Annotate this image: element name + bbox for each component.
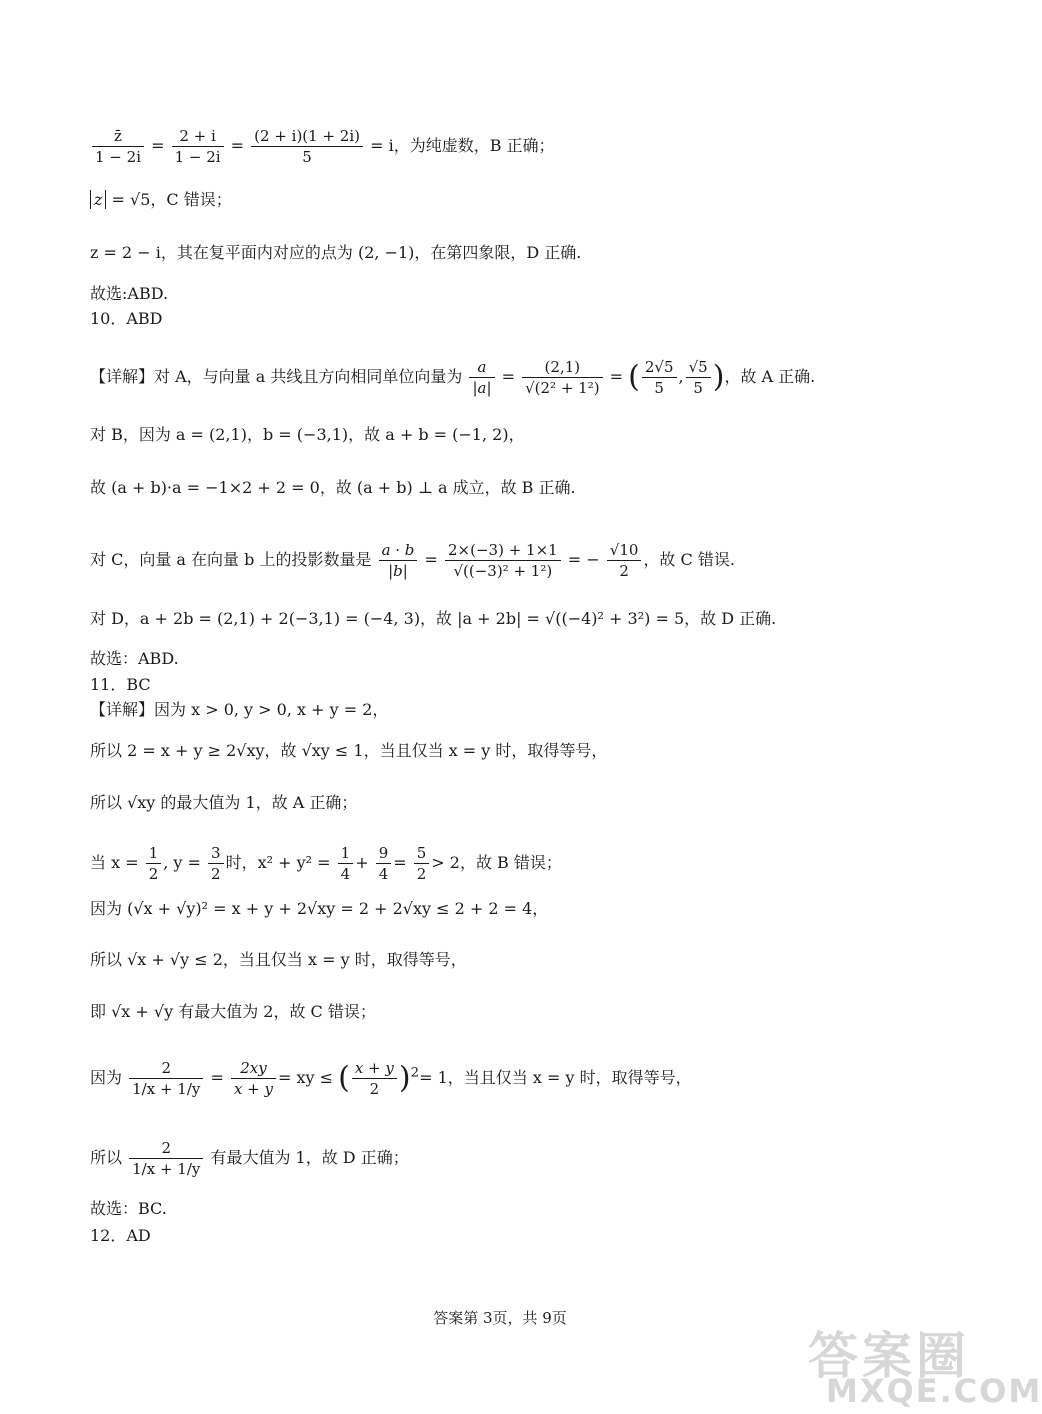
fraction: $\frac{(2,1)}{\text{√(2² + 1²)}}$ — [522, 357, 602, 398]
q10-part-c: 对 C，向量 a 在向量 b 上的投影数量是 $\frac{a \cdot b}{|b|}$ = $\frac{2\times(-3) + 1\times 1}{\text{√((−3)² + 1²)}}$ = − $\frac{√10}{2}$ ，故 C 错误. — [90, 541, 735, 580]
q11-line-4: 当 x = $\frac{1}{2}$ , y = $\frac{3}{2}$ 时，x² + y² = $\frac{1}{4}$ + $\frac{9}{4}$ = $\frac{5}{2}$ > 2，故 B 错误； — [90, 844, 562, 883]
fraction: $\frac{2}{1/x + 1/y}$ — [129, 1138, 203, 1179]
fraction: $\frac{√5}{5}$ — [686, 357, 711, 398]
q12-heading: 12．AD — [90, 1226, 151, 1245]
fraction: $\frac{a \cdot b}{|b|}$ — [379, 540, 418, 581]
q11-line-5: 因为 (√x + √y)² = x + y + 2√xy = 2 + 2√xy ≤ 2 + 2 = 4， — [90, 899, 549, 918]
q11-line-3: 所以 √xy 的最大值为 1，故 A 正确； — [90, 793, 358, 812]
q9-line-2: z = √5，C 错误； — [90, 189, 232, 211]
q11-line-6: 所以 √x + √y ≤ 2，当且仅当 x = y 时，取得等号， — [90, 950, 467, 969]
fraction: $\frac{2}{1/x + 1/y}$ — [129, 1058, 203, 1099]
page-footer: 答案第 3页，共 9页 — [433, 1309, 567, 1327]
fraction: $\frac{(2 + i)(1 + 2i)}{5}$ — [251, 126, 363, 167]
fraction: $\frac{a}{|a|}$ — [469, 357, 494, 398]
q10-part-d: 对 D，a + 2b = (2,1) + 2(−3,1) = (−4, 3)，故 |a + 2b| = √((−4)² + 3²) = 5，故 D 正确. — [90, 609, 777, 628]
q10-part-b-2: 故 (a + b)·a = −1×2 + 2 = 0，故 (a + b) ⊥ a 成立，故 B 正确. — [90, 478, 576, 497]
q10-part-a: 【详解】对 A，与向量 a 共线且方向相同单位向量为 $\frac{a}{|a|}$ = $\frac{(2,1)}{\text{√(2² + 1²)}}$ = ( $\frac{2√5}{5}$ , $\frac{√5}{5}$ )，故 A 正确. — [90, 358, 816, 397]
q11-line-2: 所以 2 = x + y ≥ 2√xy，故 √xy ≤ 1，当且仅当 x = y 时，取得等号， — [90, 741, 608, 760]
fraction: $\frac{2\times(-3) + 1\times 1}{\text{√((−3)² + 1²)}}$ — [445, 540, 561, 581]
fraction: $\frac{z̄}{1 - 2i}$ — [92, 126, 144, 167]
q11-line-7: 即 √x + √y 有最大值为 2，故 C 错误； — [90, 1002, 376, 1021]
fraction: $\frac{x + y}{2}$ — [352, 1058, 397, 1099]
fraction: $\frac{5}{2}$ — [414, 843, 430, 884]
q9-answer: 故选:ABD. — [90, 284, 169, 303]
fraction: $\frac{3}{2}$ — [208, 843, 224, 884]
watermark-url: MXQE.COM — [826, 1372, 1042, 1410]
q11-line-8: 因为 $\frac{2}{1/x + 1/y}$ = $\frac{2xy}{x + y}$ = xy ≤ ( $\frac{x + y}{2}$ )$^2$= 1，当且仅当 x = y 时，取得等号， — [90, 1059, 692, 1098]
fraction: $\frac{1}{4}$ — [338, 843, 354, 884]
fraction: $\frac{1}{2}$ — [146, 843, 162, 884]
fraction: $\frac{√10}{2}$ — [607, 540, 642, 581]
q11-line-1: 【详解】因为 x > 0, y > 0, x + y = 2， — [90, 700, 389, 719]
q11-answer: 故选：BC. — [90, 1199, 167, 1218]
q10-answer: 故选：ABD. — [90, 649, 179, 668]
fraction: $\frac{2 + i}{1 - 2i}$ — [172, 126, 224, 167]
q11-line-9: 所以 $\frac{2}{1/x + 1/y}$ 有最大值为 1，故 D 正确； — [90, 1139, 409, 1178]
fraction: $\frac{2xy}{x + y}$ — [231, 1058, 276, 1099]
q10-heading: 10．ABD — [90, 309, 163, 328]
fraction: $\frac{9}{4}$ — [376, 843, 392, 884]
fraction: $\frac{2√5}{5}$ — [642, 357, 677, 398]
watermark-logo: 答案圈 — [808, 1327, 970, 1385]
q10-part-b-1: 对 B，因为 a = (2,1)，b = (−3,1)，故 a + b = (−1, 2)， — [90, 425, 525, 444]
q9-line-3: z = 2 − i，其在复平面内对应的点为 (2, −1)，在第四象限，D 正确. — [90, 243, 582, 262]
q11-heading: 11．BC — [90, 675, 151, 694]
q9-line-1: $\frac{z̄}{1 - 2i}$ = $\frac{2 + i}{1 - 2i}$ = $\frac{(2 + i)(1 + 2i)}{5}$ = i，为纯虚数，B 正确； — [90, 126, 555, 167]
